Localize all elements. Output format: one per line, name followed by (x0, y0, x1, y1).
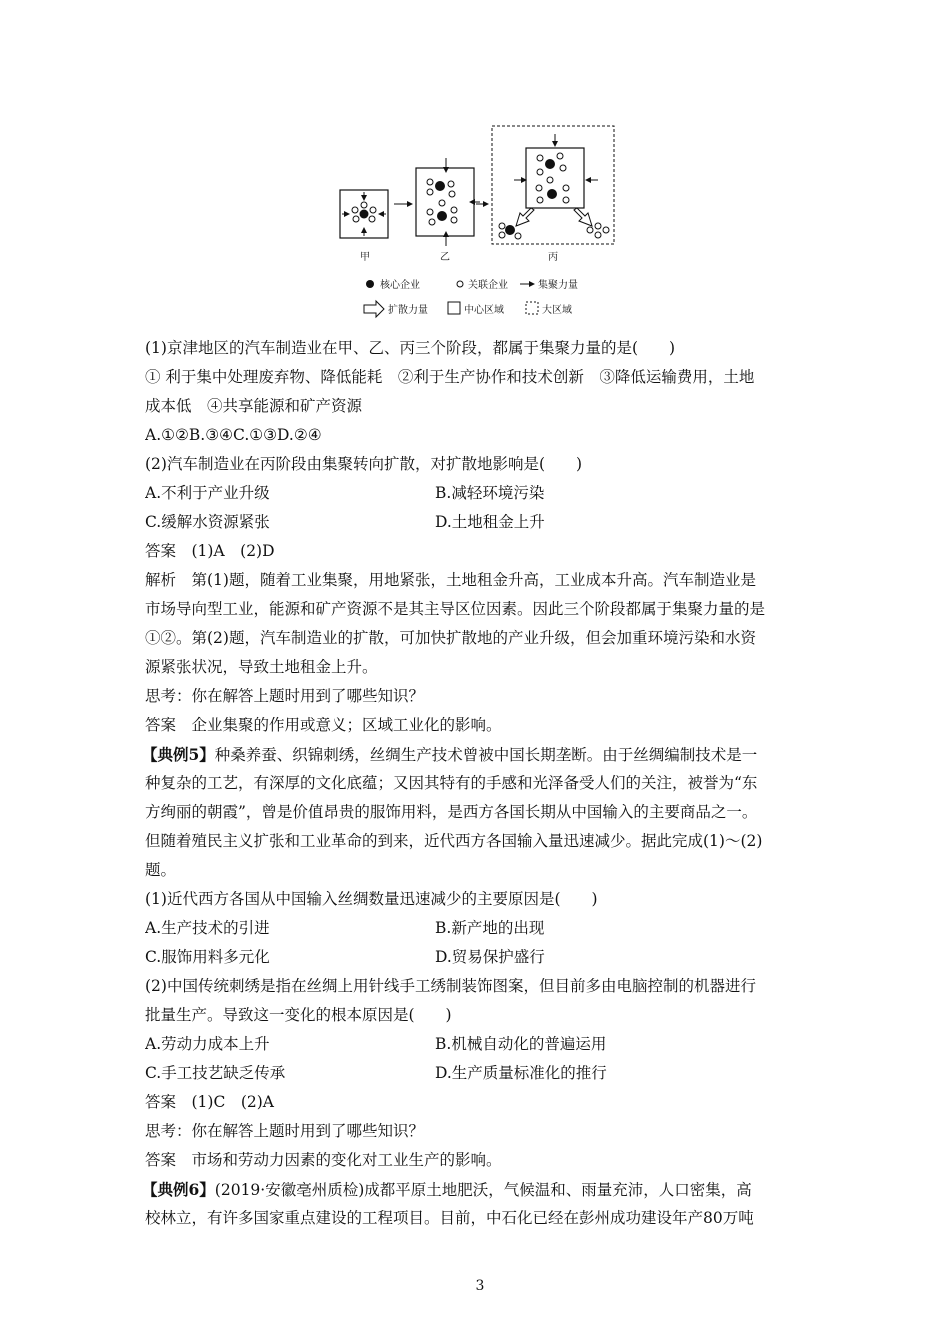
option: D.生产质量标准化的推行 (435, 1064, 607, 1082)
answer: 答案 (1)A (2)D (145, 542, 275, 560)
analysis-line: 市场导向型工业，能源和矿产资源不是其主导区位因素。因此三个阶段都属于集聚力量的是 (145, 600, 766, 618)
example-tag: 【典例5】 (142, 745, 215, 764)
legend-center: 中心区域 (464, 305, 504, 316)
question-line: 成本低 ④共享能源和矿产资源 (145, 397, 363, 415)
example-line: 方绚丽的朝霞”，曾是价值昂贵的服饰用料，是西方各国长期从中国输入的主要商品之一。 (145, 803, 758, 821)
body-text (142, 334, 815, 1233)
legend-spread: 扩散力量 (388, 305, 428, 316)
question-line: (1)京津地区的汽车制造业在甲、乙、丙三个阶段，都属于集聚力量的是( ) (145, 339, 676, 357)
option-row (145, 508, 815, 537)
stage-yi (416, 158, 480, 263)
option-row (145, 479, 815, 508)
option-row (145, 1059, 815, 1088)
question-line: (2)中国传统刺绣是指在丝绸上用针线手工绣制装饰图案，但目前多由电脑控制的机器进行 (145, 977, 756, 995)
option: A.生产技术的引进 (145, 919, 270, 937)
question-line: (2)汽车制造业在丙阶段由集聚转向扩散，对扩散地影响是( ) (145, 455, 583, 473)
option: B.新产地的出现 (435, 919, 545, 937)
legend-region: 大区域 (542, 305, 572, 316)
analysis-line: 源紧张状况，导致土地租金上升。 (145, 658, 378, 676)
option-row (145, 1030, 815, 1059)
example-line: 种复杂的工艺，有深厚的文化底蕴；又因其特有的手感和光泽备受人们的关注，被誉为“东 (145, 774, 758, 792)
analysis-line: ①②。第(2)题，汽车制造业的扩散，可加快扩散地的产业升级，但会加重环境污染和水资 (145, 629, 756, 647)
question-line: A.①②B.③④C.①③D.②④ (145, 426, 322, 444)
example-line: 题。 (145, 861, 177, 879)
example-text: 种桑养蚕、织锦刺绣，丝绸生产技术曾被中国长期垄断。由于丝绸编制技术是一 (214, 746, 758, 764)
agglomeration-diagram (330, 122, 620, 327)
think-prompt: 思考：你在解答上题时用到了哪些知识？ (145, 687, 425, 705)
question-line: ① 利于集中处理废弃物、降低能耗 ②利于生产协作和技术创新 ③降低运输费用，土地 (145, 368, 755, 386)
option: B.机械自动化的普遍运用 (435, 1035, 607, 1053)
stage-jia (340, 190, 388, 263)
example-line (142, 1175, 815, 1204)
stage-label-bing: 丙 (548, 252, 558, 263)
option: A.不利于产业升级 (145, 484, 270, 502)
stage-label-jia: 甲 (360, 252, 370, 263)
legend-related: 关联企业 (468, 280, 508, 291)
option: D.贸易保护盛行 (435, 948, 545, 966)
option: D.土地租金上升 (435, 513, 545, 531)
example-line: 但随着殖民主义扩张和工业革命的到来，近代西方各国输入量迅速减少。据此完成(1)～(2) (145, 832, 763, 850)
think-prompt: 思考：你在解答上题时用到了哪些知识？ (145, 1122, 425, 1140)
think-answer: 答案 市场和劳动力因素的变化对工业生产的影响。 (145, 1151, 502, 1169)
example-line: 校林立，有许多国家重点建设的工程项目。目前，中石化已经在彭州成功建设年产80万吨 (145, 1209, 754, 1227)
option: C.缓解水资源紧张 (145, 513, 270, 531)
think-answer: 答案 企业集聚的作用或意义；区域工业化的影响。 (145, 716, 502, 734)
example-tag: 【典例6】 (142, 1180, 215, 1199)
option: C.手工技艺缺乏传承 (145, 1064, 286, 1082)
example-line (142, 740, 815, 769)
option-row (145, 943, 815, 972)
stage-label-yi: 乙 (440, 252, 450, 263)
legend (364, 278, 578, 317)
question-line: (1)近代西方各国从中国输入丝绸数量迅速减少的主要原因是( ) (145, 890, 598, 908)
option-row (145, 914, 815, 943)
question-line: 批量生产。导致这一变化的根本原因是( ) (145, 1006, 452, 1024)
option: C.服饰用料多元化 (145, 948, 270, 966)
legend-core: 核心企业 (380, 280, 420, 291)
analysis-line: 解析 第(1)题，随着工业集聚，用地紧张，土地租金升高，工业成本升高。汽车制造业是 (145, 571, 756, 589)
legend-gather: 集聚力量 (538, 280, 578, 291)
stage-bing (492, 126, 614, 263)
answer: 答案 (1)C (2)A (145, 1093, 274, 1111)
option: A.劳动力成本上升 (145, 1035, 270, 1053)
option: B.减轻环境污染 (435, 484, 545, 502)
example-text: (2019·安徽亳州质检)成都平原土地肥沃，气候温和、雨量充沛，人口密集，高 (214, 1181, 752, 1199)
page-number: 3 (475, 1278, 485, 1294)
